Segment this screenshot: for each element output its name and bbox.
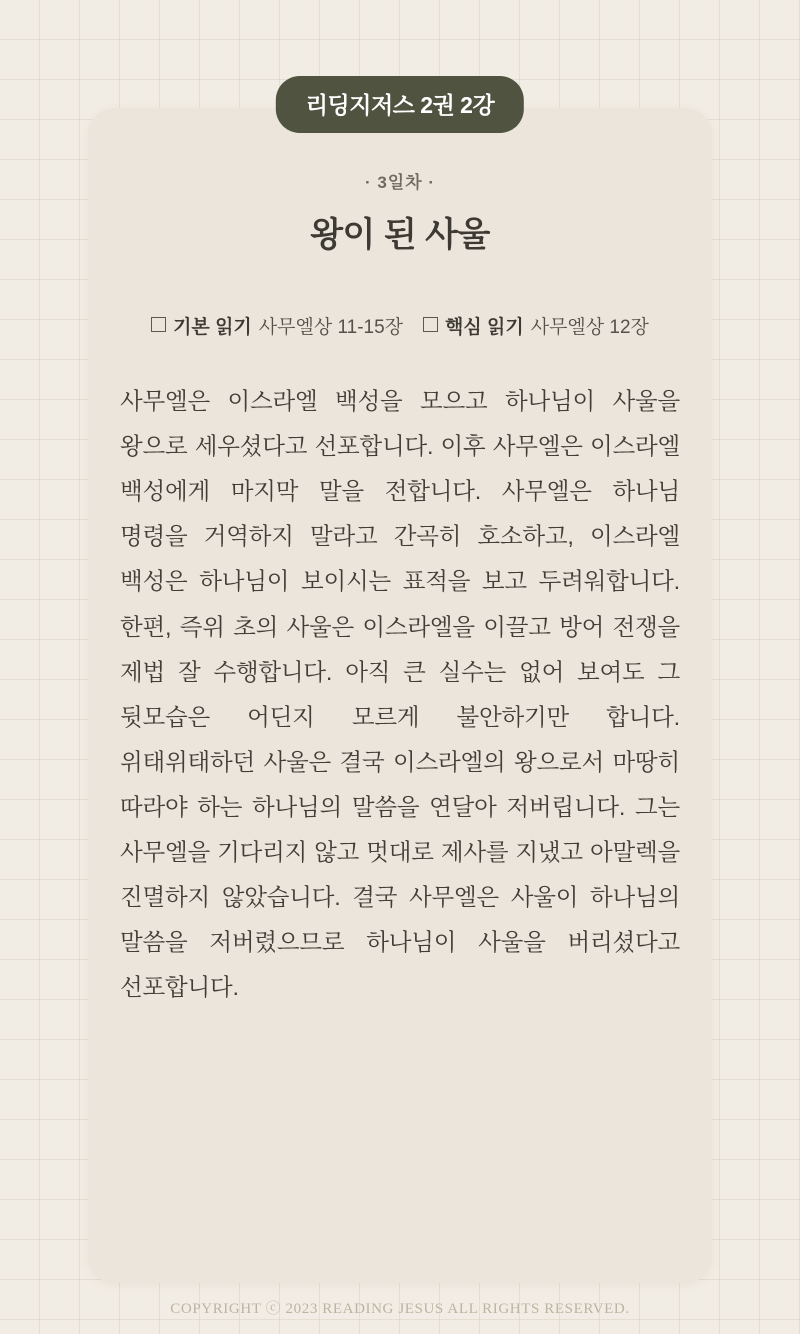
lesson-badge: 리딩지저스 2권 2강 <box>276 76 524 133</box>
lesson-content <box>120 168 680 1011</box>
page-title: 왕이 된 사울 <box>310 216 490 254</box>
reading-label-core: 핵심 읽기 <box>445 317 524 338</box>
reading-item-basic[interactable] <box>151 312 403 339</box>
reading-reference-core: 사무엘상 12장 <box>530 317 649 338</box>
reading-reference-basic: 사무엘상 11-15장 <box>258 317 404 338</box>
checkbox-icon[interactable] <box>423 317 438 332</box>
reading-item-core[interactable] <box>423 312 649 339</box>
checkbox-icon[interactable] <box>151 317 166 332</box>
footer-copyright: COPYRIGHT ⓒ 2023 READING JESUS ALL RIGHTS RESERVED. <box>170 1301 630 1317</box>
reading-plan <box>120 312 680 339</box>
day-label: · 3일차 · <box>364 173 436 192</box>
body-paragraph: 사무엘은 이스라엘 백성을 모으고 하나님이 사울을 왕으로 세우셨다고 선포합니다. 이후 사무엘은 이스라엘 백성에게 마지막 말을 전합니다. 사무엘은 하나님 명령을 거역하지 말라고 간곡히 호소하고, 이스라엘 백성은 하나님이 보이시는 표적을 보고 두려워합니다. 한편, 즉위 초의 사울은 이스라엘을 이끌고 방어 전쟁을 제법 잘 수행합니다. 아직 큰 실수는 없어 보여도 그 뒷모습은 어딘지 모르게 불안하기만 합니다. 위태위태하던 사울은 결국 이스라엘의 왕으로서 마땅히 따라야 하는 하나님의 말씀을 연달아 저버립니다. 그는 사무엘을 기다리지 않고 멋대로 제사를 지냈고 아말렉을 진멸하지 않았습니다. 결국 사무엘은 사울이 하나님의 말씀을 저버렸으므로 하나님이 사울을 버리셨다고 선포합니다. <box>120 388 680 1001</box>
reading-label-basic: 기본 읽기 <box>173 317 252 338</box>
